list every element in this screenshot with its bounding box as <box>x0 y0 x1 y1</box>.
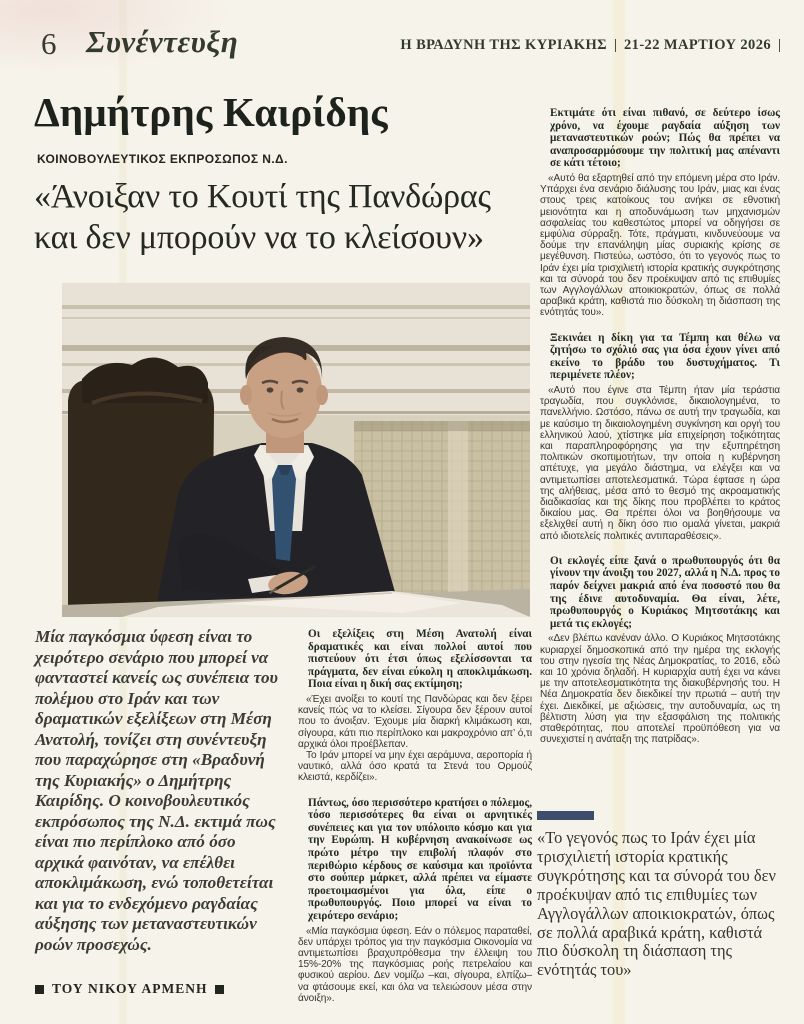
headline-line1: «Άνοιξαν το Κουτί της Πανδώρας <box>34 178 491 215</box>
interviewee-name: Δημήτρης Καιρίδης <box>34 89 388 135</box>
interview-question: Εκτιμάτε ότι είναι πιθανό, σε δεύτερο ίσως χρόνο, να έχουμε ραγδαία αύξηση των μεταναστευτικών ροών; Πώς θα πρέπει να αναπροσαρμόσουμε την πολιτική μας απέναντι σε κάτι τέτοιο; <box>550 107 780 170</box>
column-right <box>540 107 780 745</box>
photo-illustration <box>62 283 530 617</box>
pull-quote-divider-bar <box>537 811 594 820</box>
masthead-separator <box>615 39 616 52</box>
interview-answer: «Μία παγκόσμια ύφεση. Εάν ο πόλεμος παραταθεί, δεν υπάρχει τρόπος για την παγκόσμια Οικονομία να αντιμετωπίσει βραχυπρόθεσμα την έλλειψη του 15%-20% της παγκόσμιας ροής πετρελαίου και φυσικού αερίου. Δεν νομίζω –και, σίγουρα, ελπίζω– να φτάσουμε εκεί, και όλα να τελειώσουν μέσα στην άνοιξη». <box>298 925 532 1004</box>
interview-answer: «Αυτό που έγινε στα Τέμπη ήταν μία τεράστια τραγωδία, που συγκλόνισε, δικαιολογημένα, το πανελλήνιο. Ωστόσο, πάνω σε αυτή την τραγωδία, και με καύσιμο τη δικαιολογημένη συγκίνηση και οργή του ελληνικού λαού, χτίστηκε μία επιχείρηση τοξικότητας και παραπληροφόρησης για την εξυπηρέτηση πολιτικών σκοπιμοτήτων, την οποία η κυβέρνηση απέτυχε, για μεγάλο διάστημα, να ελέγξει και να αντιμετωπίσει αποτελεσματικά. Τώρα έφτασε η ώρα της αλήθειας, μέσα από το θεσμό της ακροαματικής διαδικασίας και της δίκης που προβλέπει το κράτος δικαίου μας. Θα πρέπει όλοι να βοηθήσουμε να εξελιχθεί αυτή η δίκη όσο πιο ομαλά γίνεται, μακριά από ιδιοτελείς πολιτικές αντιπαραθέσεις». <box>540 384 780 542</box>
interview-answer: «Αυτό θα εξαρτηθεί από την επόμενη μέρα στο Ιράν. Υπάρχει ένα σενάριο διάλυσης του Ιράν, μιας και ένας στους τρεις κατοίκους του ανήκει σε εθνοτική μειονότητα και η αποδυνάμωση των μηχανισμών ασφαλείας του καθεστώτος μπορεί να οδηγήσει σε εμφύλια σύρραξη. Τότε, πράγματι, κινδυνεύουμε να δούμε την επανάληψη μίας συριακής κρίσης σε μεγέθυνση. Πιστεύω, ωστόσο, ότι το γεγονός πως το Ιράν έχει μία τρισχιλιετή ιστορία κρατικής συγκρότησης και τα σύνορά του δεν προέκυψαν από τις επιθυμίες των Αγγλογάλλων αποικιοκρατών, όπως σε πολλά αραβικά κράτη, καθιστά πιο δύσκολη τη διάσπαση της ενότητάς του». <box>540 172 780 319</box>
byline <box>35 981 224 997</box>
qa-block <box>540 107 780 319</box>
interview-question: Πάντως, όσο περισσότερο κρατήσει ο πόλεμος, τόσο περισσότερες θα είναι οι αρνητικές συνέπειες και για τον υπόλοιπο κόσμο και για την Ευρώπη. Η κυβέρνηση ανακοίνωσε ως πρώτο μέτρο την επιβολή πλαφόν στο περιθώριο κέρδους σε καύσιμα και προϊόντα στο σούπερ μάρκετ, αλλά πρέπει να είμαστε προετοιμασμένοι για όλα, είπε ο πρωθυπουργός. Ποιο μπορεί να είναι το χειρότερο σενάριο; <box>308 796 532 922</box>
masthead-separator <box>779 39 780 52</box>
interviewee-photo <box>62 283 530 617</box>
qa-block <box>540 555 780 746</box>
page-number: 6 <box>41 26 57 61</box>
interview-question: Οι εκλογές είπε ξανά ο πρωθυπουργός ότι θα γίνουν την άνοιξη του 2027, αλλά η Ν.Δ. προς το παρόν δείχνει μακριά από ένα ποσοστό που θα της έδινε αυτοδυναμία. Θα είναι, λέτε, πρωθυπουργός ο Κυριάκος Μητσοτάκης και μετά τις εκλογές; <box>550 554 780 630</box>
qa-block <box>298 628 532 784</box>
article-intro: Μία παγκόσμια ύφεση είναι το χειρότερο σενάριο που μπορεί να φανταστεί κανείς ως συνέπεια του πολέμου στο Ιράν και των δραματικών εξελίξεων στη Μέση Ανατολή, τονίζει στη συνέντευξη που παραχώρησε στη «Βραδυνή της Κυριακής» ο Δημήτρης Καιρίδης. Ο κοινοβουλευτικός εκπρόσωπος της Ν.Δ. εκτιμά πως είναι πιο περίπλοκο από όσο αρχικά φαινόταν, να επέλθει αποκλιμάκωση, ενώ τοποθετείται και για το ενδεχόμενο ραγδαίας αύξησης των μεταναστευτικών ροών προσεχώς. <box>35 627 278 954</box>
byline-square-icon <box>215 985 224 994</box>
headline-line2: και δεν μπορούν να το κλείσουν» <box>34 219 484 256</box>
byline-square-icon <box>35 985 44 994</box>
pull-quote: «Το γεγονός πως το Ιράν έχει μία τρισχιλιετή ιστορία κρατικής συγκρότησης και τα σύνορά του δεν προέκυψαν από τις επιθυμίες των Αγγλογάλλων αποικιοκρατών, όπως σε πολλά αραβικά κράτη, καθιστά πιο δύσκολη τη διάσπαση της ενότητάς του» <box>537 828 776 980</box>
headline <box>34 176 534 258</box>
section-title: Συνέντευξη <box>86 24 239 59</box>
qa-block <box>298 797 532 1004</box>
interview-question: Ξεκινάει η δίκη για τα Τέμπη και θέλω να ζητήσω το σχόλιό σας για όσα έχουν γίνει από εκείνο το βράδυ του δυστυχήματος. Τι περιμένετε πλέον; <box>550 331 780 382</box>
masthead-date: 21-22 ΜΑΡΤΙΟΥ 2026 <box>624 37 771 53</box>
masthead <box>400 37 780 54</box>
masthead-name: Η ΒΡΑΔΥΝΗ ΤΗΣ ΚΥΡΙΑΚΗΣ <box>400 37 608 53</box>
interview-answer: «Δεν βλέπω κανέναν άλλο. Ο Κυριάκος Μητσοτάκης κυριαρχεί δημοσκοπικά από την ημέρα της εκλογής του στην ηγεσία της Νέας Δημοκρατίας, το 2016, εδώ και 10 χρόνια δηλαδή. Η κυριαρχία αυτή έχει να κάνει με την αποτελεσματικότητα της διακυβέρνησής του. Η Νέα Δημοκρατία δεν διεκδικεί την πρωτιά – αυτή την έχει. Διεκδικεί, με αξιώσεις, την αυτοδυναμία, ως τη βέλτιστη λύση για την εξασφάλιση της πολιτικής σταθερότητας, που αποτελεί προϋπόθεση για να συνεχιστεί η ανάταξη της πατρίδας». <box>540 633 780 746</box>
interview-question: Οι εξελίξεις στη Μέση Ανατολή είναι δραματικές και είναι πολλοί αυτοί που πιστεύουν ότι έτσι όπως εξελίσσονται τα πράγματα, δεν είναι εύκολη η αποκλιμάκωση. Ποια είναι η δική σας εκτίμηση; <box>308 628 532 691</box>
byline-author: ΤΟΥ ΝΙΚΟΥ ΑΡΜΕΝΗ <box>52 981 208 996</box>
interview-answer: «Έχει ανοίξει το κουτί της Πανδώρας και δεν ξέρει κανείς πώς να το κλείσει. Σίγουρα δεν ξέρουν αυτοί που το άνοιξαν. Έχουμε μία διαρκή κλιμάκωση και, σίγουρα, κάτι πιο περίπλοκο και μακροχρόνιο απ’ ό,τι αρχικά όλοι προέβλεπαν. <box>298 693 532 750</box>
qa-block <box>540 332 780 542</box>
column-middle <box>298 628 532 1004</box>
kicker: ΚΟΙΝΟΒΟΥΛΕΥΤΙΚΟΣ ΕΚΠΡΟΣΩΠΟΣ Ν.Δ. <box>37 152 288 166</box>
interview-answer: Το Ιράν μπορεί να μην έχει αεράμυνα, αεροπορία ή ναυτικό, αλλά όσο κρατά τα Στενά του Ορμούζ κλειστά, κερδίζει». <box>298 749 532 784</box>
